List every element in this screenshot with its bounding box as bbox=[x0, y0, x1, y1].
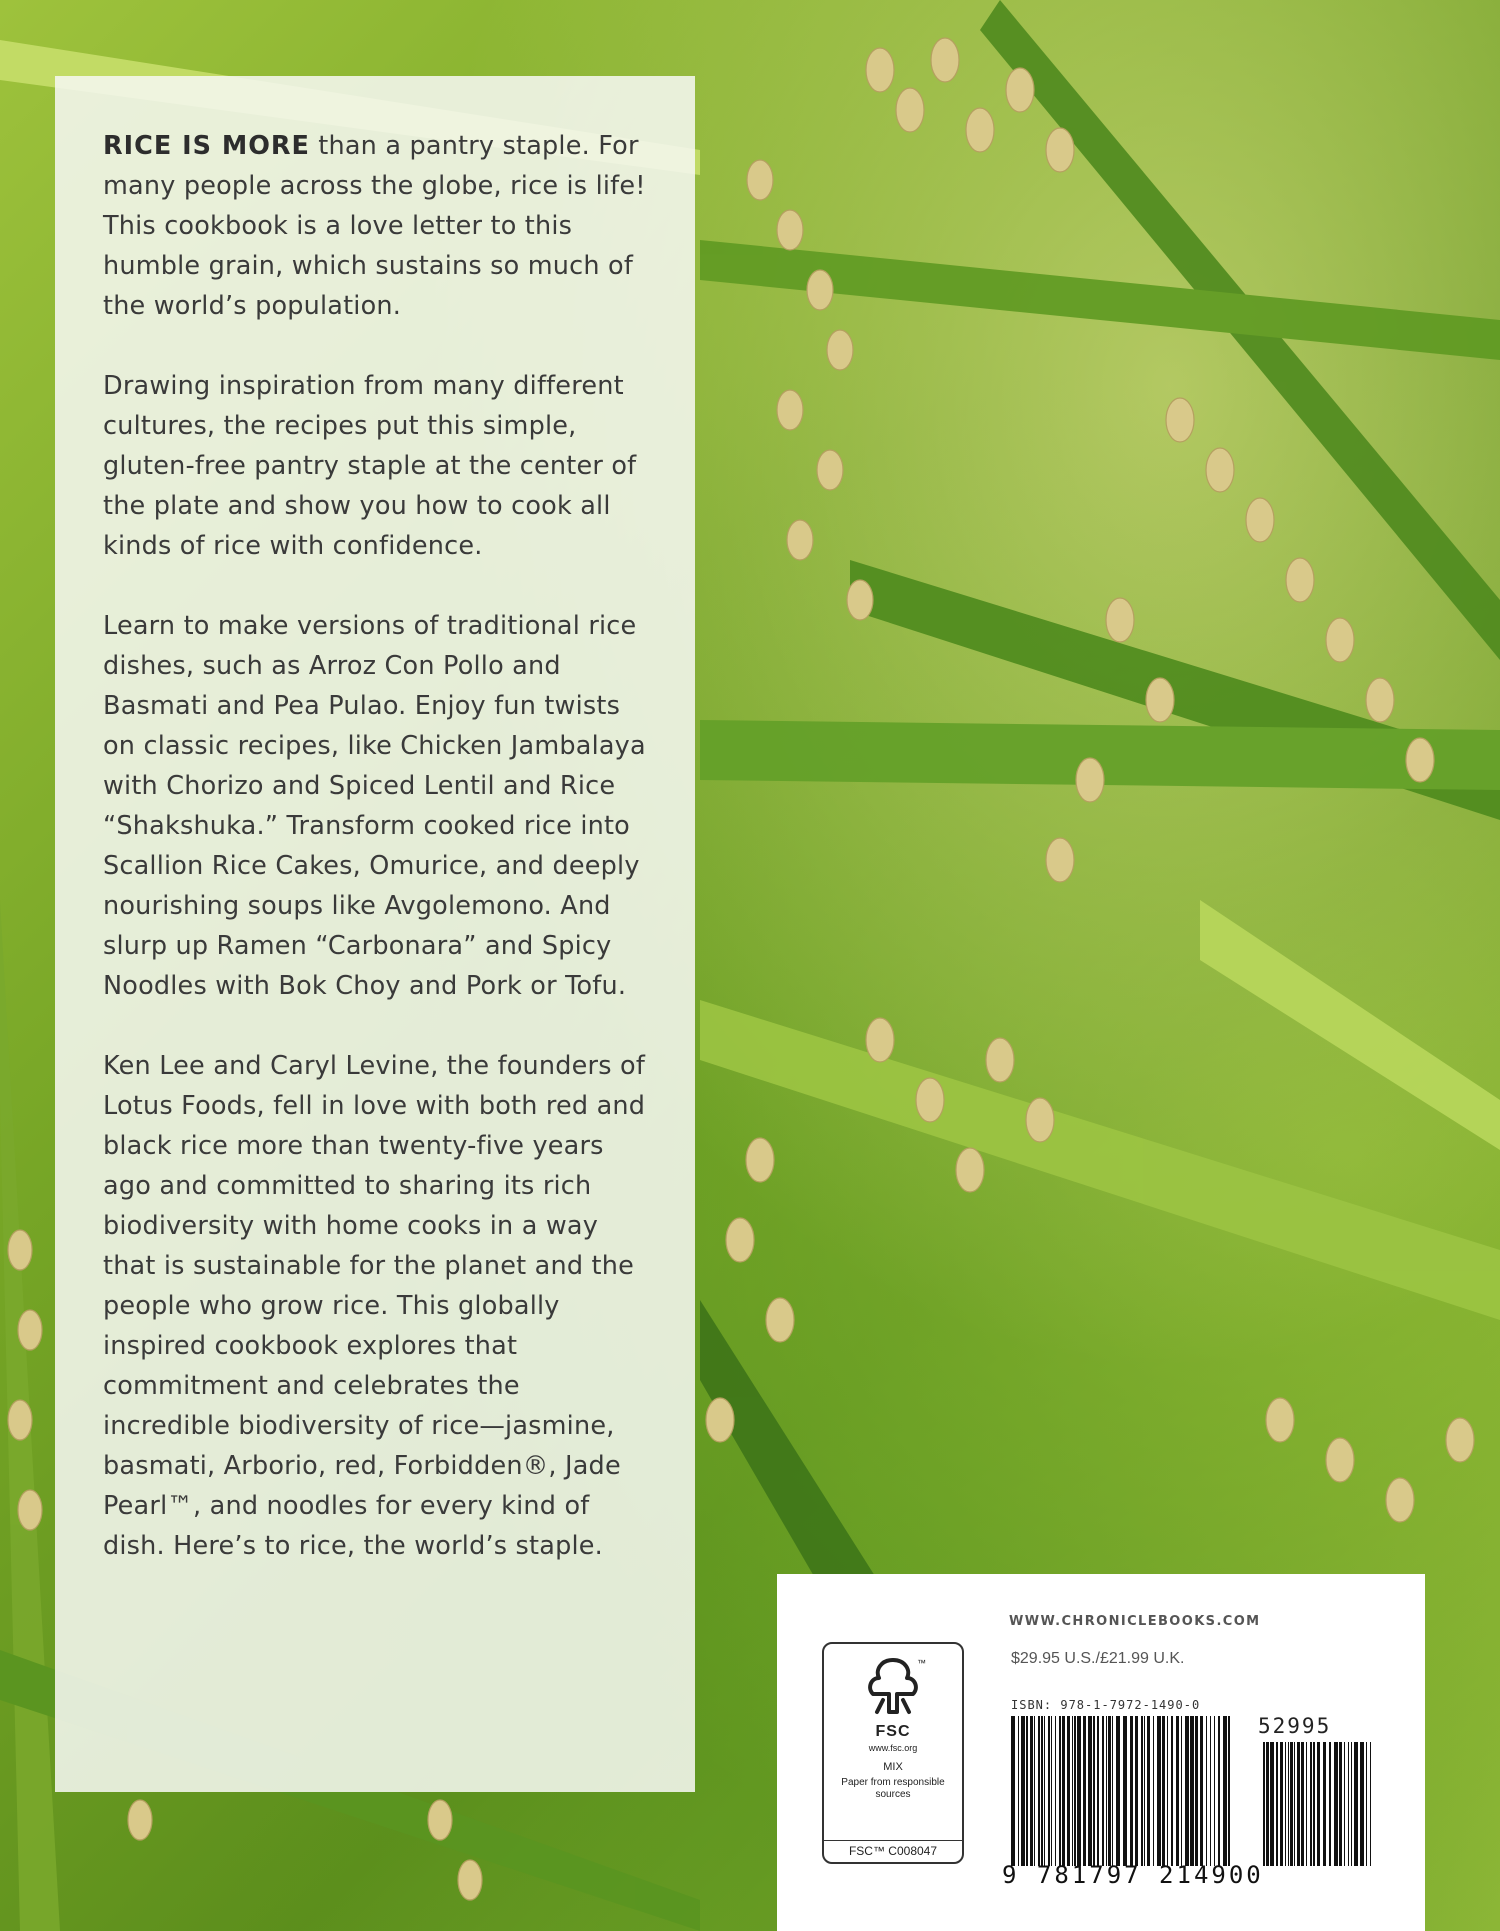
barcode-bar bbox=[1147, 1716, 1150, 1866]
fsc-name: FSC bbox=[875, 1723, 911, 1740]
supplement-number: 52995 bbox=[1258, 1714, 1332, 1738]
barcode-bar bbox=[1263, 1742, 1265, 1866]
barcode-bar bbox=[1266, 1742, 1269, 1866]
barcode-bar bbox=[1354, 1742, 1358, 1866]
barcode-bar bbox=[1339, 1742, 1342, 1866]
barcode-bar bbox=[1276, 1742, 1278, 1866]
barcode-bar bbox=[1288, 1742, 1289, 1866]
barcode-bar bbox=[1026, 1716, 1028, 1866]
fsc-tree-icon bbox=[853, 1654, 933, 1720]
barcode-bar bbox=[1116, 1716, 1120, 1866]
intro-text: than a pantry staple. For many people across the globe, rice is life! This cookbook is a love letter to this humble grain, which sustains so much of the world’s population. bbox=[103, 131, 646, 321]
barcode-bar bbox=[1218, 1716, 1220, 1866]
barcode-bar bbox=[1297, 1742, 1300, 1866]
barcode-bar bbox=[1038, 1716, 1040, 1866]
authors-paragraph: Ken Lee and Caryl Levine, the founders of Lotus Foods, fell in love with both red and black rice more than twenty-five years ago and committed to sharing its rich biodiversity with home cooks in a way that is sustainable for the planet and the people who grow rice. This globally inspired cookbook explores that commitment and celebrates the incredible biodiversity of rice—jasmine, basmati, Arborio, red, Forbidden®, Jade Pearl™, and noodles for every kind of dish. Here’s to rice, the world’s staple. bbox=[103, 1051, 646, 1561]
barcode-bar bbox=[1167, 1716, 1168, 1866]
barcode-bar bbox=[1223, 1716, 1227, 1866]
barcode-bar bbox=[1195, 1716, 1198, 1866]
barcode-bar bbox=[1083, 1716, 1086, 1866]
description-panel bbox=[55, 76, 695, 1792]
fsc-mix: MIX bbox=[883, 1761, 903, 1773]
barcode-bar bbox=[1062, 1716, 1065, 1866]
barcode-bar bbox=[1067, 1716, 1070, 1866]
price-supplement-barcode bbox=[1263, 1742, 1373, 1866]
barcode-bar bbox=[1313, 1742, 1315, 1866]
barcode-bar bbox=[1034, 1716, 1035, 1866]
barcode-bar bbox=[1123, 1716, 1127, 1866]
barcode-bar bbox=[1055, 1716, 1056, 1866]
barcode-bar bbox=[1102, 1716, 1104, 1866]
svg-text:™: ™ bbox=[917, 1658, 926, 1668]
barcode-bar bbox=[1130, 1716, 1133, 1866]
barcode-bar bbox=[1097, 1716, 1099, 1866]
barcode-bar bbox=[1044, 1716, 1045, 1866]
recipes-paragraph: Learn to make versions of traditional rice dishes, such as Arroz Con Pollo and Basmati and Pea Pulao. Enjoy fun twists on classic recipes, like Chicken Jambalaya with Chorizo and Spiced Lentil and Rice “Shakshuka.” Transform cooked rice into Scallion Rice Cakes, Omurice, and deeply nourishing soups like Avgolemono. And slurp up Ramen “Carbonara” and Spicy Noodles with Bok Choy and Pork or Tofu. bbox=[103, 611, 646, 1001]
barcode-bar bbox=[1077, 1716, 1081, 1866]
barcode-bar bbox=[1021, 1716, 1025, 1866]
barcode-bar bbox=[1301, 1742, 1304, 1866]
barcode-bar bbox=[1329, 1742, 1331, 1866]
barcode-bar bbox=[1334, 1742, 1338, 1866]
barcode-bar bbox=[1088, 1716, 1092, 1866]
price-text: $29.95 U.S./£21.99 U.K. bbox=[1011, 1650, 1185, 1667]
inspiration-paragraph: Drawing inspiration from many different cultures, the recipes put this simple, gluten-free pantry staple at the center of the plate and show you how to cook all kinds of rice with confidence. bbox=[103, 371, 637, 561]
barcode-bar bbox=[1214, 1716, 1215, 1866]
fsc-paper-text: Paper from responsible sources bbox=[841, 1777, 945, 1800]
isbn-text: ISBN: 978-1-7972-1490-0 bbox=[1011, 1698, 1201, 1712]
barcode-bar bbox=[1290, 1742, 1293, 1866]
barcode-bar bbox=[1206, 1716, 1207, 1866]
barcode-bar bbox=[1285, 1742, 1286, 1866]
barcode-bar bbox=[1018, 1716, 1019, 1866]
barcode-bar bbox=[1228, 1716, 1230, 1866]
barcode-bar bbox=[1190, 1716, 1194, 1866]
barcode-bar bbox=[1294, 1742, 1295, 1866]
barcode-bar bbox=[1048, 1716, 1050, 1866]
publisher-website: WWW.CHRONICLEBOOKS.COM bbox=[1009, 1614, 1261, 1629]
intro-paragraph bbox=[103, 126, 655, 326]
barcode-bar bbox=[1074, 1716, 1076, 1866]
barcode-bar bbox=[1144, 1716, 1145, 1866]
barcode-bar bbox=[1323, 1742, 1326, 1866]
fsc-code: FSC™ C008047 bbox=[824, 1840, 962, 1858]
barcode-bar bbox=[1157, 1716, 1161, 1866]
barcode-bar bbox=[1171, 1716, 1173, 1866]
fsc-label bbox=[822, 1642, 964, 1864]
lead-caps: RICE IS MORE bbox=[103, 131, 310, 161]
barcode-bar bbox=[1112, 1716, 1113, 1866]
barcode-bar bbox=[1185, 1716, 1189, 1866]
barcode-bar bbox=[1366, 1742, 1367, 1866]
isbn-barcode bbox=[1011, 1716, 1233, 1866]
barcode-bar bbox=[1011, 1716, 1015, 1866]
barcode-bar bbox=[1106, 1716, 1107, 1866]
barcode-bar bbox=[1153, 1716, 1154, 1866]
barcode-bar bbox=[1135, 1716, 1138, 1866]
barcode-bar bbox=[1360, 1742, 1364, 1866]
barcode-bar bbox=[1176, 1716, 1179, 1866]
barcode-bar bbox=[1370, 1742, 1371, 1866]
barcode-bar bbox=[1093, 1716, 1095, 1866]
barcode-digits: 9 781797 214900 bbox=[1002, 1861, 1264, 1889]
barcode-bar bbox=[1108, 1716, 1111, 1866]
barcode-bar bbox=[1351, 1742, 1352, 1866]
barcode-bar bbox=[1310, 1742, 1312, 1866]
barcode-bar bbox=[1280, 1742, 1283, 1866]
barcode-bar bbox=[1141, 1716, 1143, 1866]
barcode-bar bbox=[1270, 1742, 1274, 1866]
fsc-url: www.fsc.org bbox=[868, 1743, 918, 1753]
barcode-bar bbox=[1030, 1716, 1033, 1866]
barcode-panel bbox=[777, 1574, 1425, 1931]
barcode-bar bbox=[1344, 1742, 1345, 1866]
barcode-bar bbox=[1059, 1716, 1061, 1866]
barcode-bar bbox=[1072, 1716, 1073, 1866]
barcode-bar bbox=[1200, 1716, 1203, 1866]
barcode-bar bbox=[1162, 1716, 1165, 1866]
barcode-bar bbox=[1210, 1716, 1211, 1866]
barcode-bar bbox=[1317, 1742, 1320, 1866]
barcode-bar bbox=[1181, 1716, 1182, 1866]
barcode-bar bbox=[1348, 1742, 1349, 1866]
barcode-bar bbox=[1306, 1742, 1307, 1866]
barcode-bar bbox=[1051, 1716, 1052, 1866]
barcode-bar bbox=[1041, 1716, 1043, 1866]
